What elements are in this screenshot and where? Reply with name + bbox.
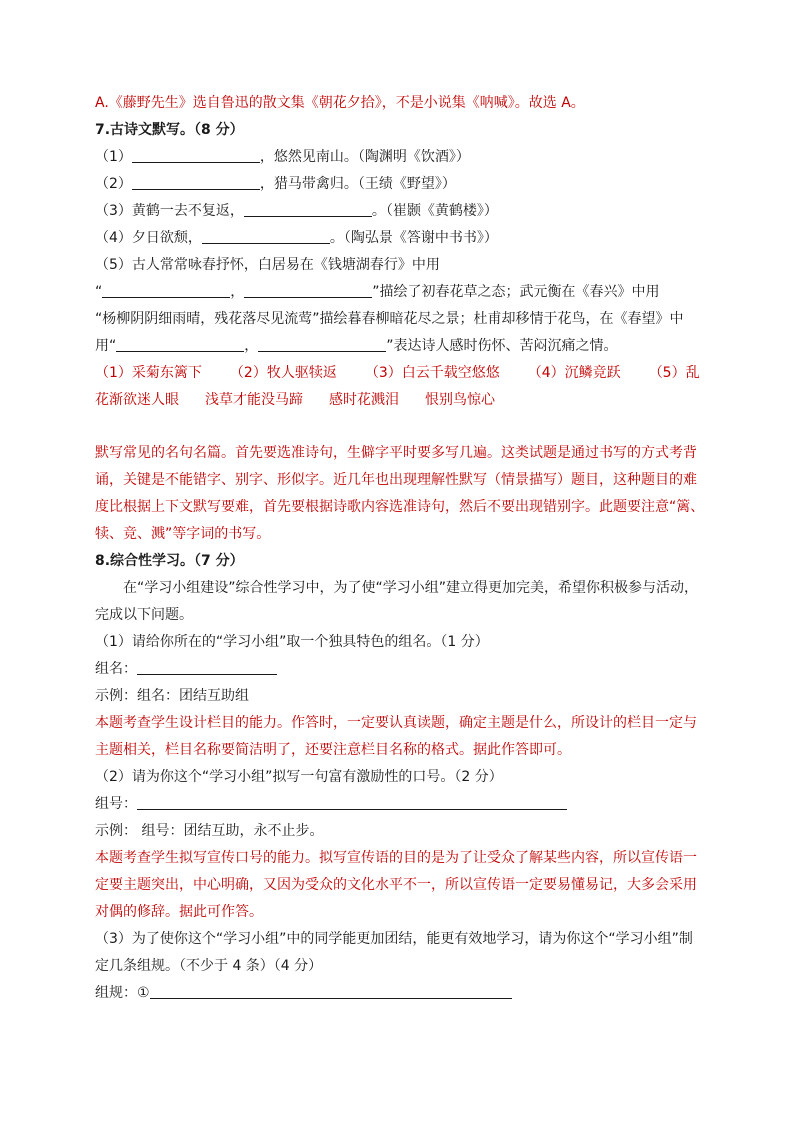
item-number: （1） <box>95 149 132 165</box>
answer-5-cont: 花渐欲迷人眼 <box>95 392 179 408</box>
item-number: （4）夕日欲颓， <box>95 230 202 246</box>
q8-sub1-example: 示例：组名：团结互助组 <box>95 688 249 704</box>
q8-sub3: （3）为了使你这个“学习小组”中的同学能更加团结，能更有效地学习，请为你这个“学习小组”制定几条组规。（不少于 4 条）（4 分） <box>95 931 693 974</box>
q6-answer-tail: A.《藤野先生》选自鲁迅的散文集《朝花夕拾》，不是小说集《呐喊》。故选 A。 <box>95 95 585 111</box>
answer-7: 感时花溅泪 <box>329 392 399 408</box>
answer-blank[interactable] <box>132 173 260 190</box>
q7-answers-line-1 <box>95 360 705 387</box>
q8-intro: 在“学习小组建设”综合性学习中，为了使“学习小组”建立得更加完美，希望你积极参与活动，完成以下问题。 <box>95 580 699 623</box>
q7-item-2 <box>95 171 705 198</box>
field-label: 组规：① <box>95 985 150 1001</box>
q8-sub2-example: 示例： 组号：团结互助，永不止步。 <box>95 823 324 839</box>
answer-blank[interactable] <box>244 281 372 298</box>
answer-blank[interactable] <box>244 200 372 217</box>
quote-open: “ <box>95 284 103 300</box>
q7-analysis: 默写常见的名句名篇。首先要选准诗句，生僻字平时要多写几遍。这类试题是通过书写的方式考背诵，关键是不能错字、别字、形似字。近几年也出现理解性默写（情景描写）题目，这种题目的难度比根据上下文默写要难，首先要根据诗歌内容选准诗句，然后不要出现错别字。此题要注意“篱、犊、竞、溅”等字词的书写。 <box>95 445 705 542</box>
field-label: 组名： <box>95 661 137 677</box>
item-text: ”表达诗人感时伤怀、苦闷沉痛之情。 <box>386 338 618 354</box>
quote-open: 用“ <box>95 338 117 354</box>
item-text: ”描绘了初春花草之态；武元衡在《春兴》中用 <box>372 284 660 300</box>
group-name-blank[interactable] <box>137 658 277 675</box>
q8-title: 8.综合性学习。（7 分） <box>95 553 244 569</box>
comma: ， <box>244 338 259 354</box>
item-text: ，悠然见南山。（陶渊明《饮酒》） <box>259 149 470 165</box>
answer-3: （3）白云千载空悠悠 <box>364 365 500 381</box>
item-text: 。（陶弘景《答谢中书书》） <box>329 230 498 246</box>
q7-item-3 <box>95 198 705 225</box>
q7-item-5-line-c: “杨柳阴阴细雨晴，残花落尽见流莺”描绘暮春柳暗花尽之景；杜甫却移情于花鸟，在《春望》中 <box>95 311 684 327</box>
q7-item-4 <box>95 225 705 252</box>
answer-blank[interactable] <box>202 227 330 244</box>
answer-blank[interactable] <box>132 146 260 163</box>
answer-6: 浅草才能没马蹄 <box>205 392 303 408</box>
q8-sub1: （1）请给你所在的“学习小组”取一个独具特色的组名。（1 分） <box>95 634 489 650</box>
answer-4: （4）沉鳞竞跃 <box>527 365 621 381</box>
answer-blank[interactable] <box>116 335 244 352</box>
q7-item-5-line-d <box>95 333 705 360</box>
field-label: 组号： <box>95 796 137 812</box>
item-number: （3）黄鹤一去不复返， <box>95 203 244 219</box>
answer-5: （5）乱 <box>648 365 700 381</box>
item-number: （2） <box>95 176 132 192</box>
q8-sub2: （2）请为你这个“学习小组”拟写一句富有激励性的口号。（2 分） <box>95 769 503 785</box>
q8-sub2-analysis: 本题考查学生拟写宣传口号的能力。拟写宣传语的目的是为了让受众了解某些内容，所以宣传语一定要主题突出，中心明确，又因为受众的文化水平不一，所以宣传语一定要易懂易记，大多会采用对偶的修辞。据此可作答。 <box>95 850 697 920</box>
q7-answers-line-2 <box>95 387 705 414</box>
q7-title: 7.古诗文默写。（8 分） <box>95 122 244 138</box>
q8-sub1-answer <box>95 656 705 683</box>
q8-sub2-answer <box>95 791 705 818</box>
rule-blank[interactable] <box>150 982 512 999</box>
item-text: 。（崔颢《黄鹤楼》） <box>371 203 498 219</box>
comma: ， <box>230 284 245 300</box>
slogan-blank[interactable] <box>137 793 567 810</box>
q8-sub1-analysis: 本题考查学生设计栏目的能力。作答时，一定要认真读题，确定主题是什么，所设计的栏目一定与主题相关，栏目名称要简洁明了，还要注意栏目名称的格式。据此作答即可。 <box>95 715 697 758</box>
q7-item-1 <box>95 144 705 171</box>
q7-item-5-line-a: （5）古人常常咏春抒怀，白居易在《钱塘湖春行》中用 <box>95 257 440 273</box>
q7-item-5-line-b <box>95 279 705 306</box>
q8-sub3-answer <box>95 980 705 1007</box>
answer-8: 恨别鸟惊心 <box>425 392 495 408</box>
answer-blank[interactable] <box>258 335 386 352</box>
answer-2: （2）牧人驱犊返 <box>229 365 337 381</box>
document-page <box>95 90 705 1007</box>
item-text: ，猎马带禽归。（王绩《野望》） <box>259 176 456 192</box>
answer-blank[interactable] <box>102 281 230 298</box>
answer-1: （1）采菊东篱下 <box>95 365 202 381</box>
